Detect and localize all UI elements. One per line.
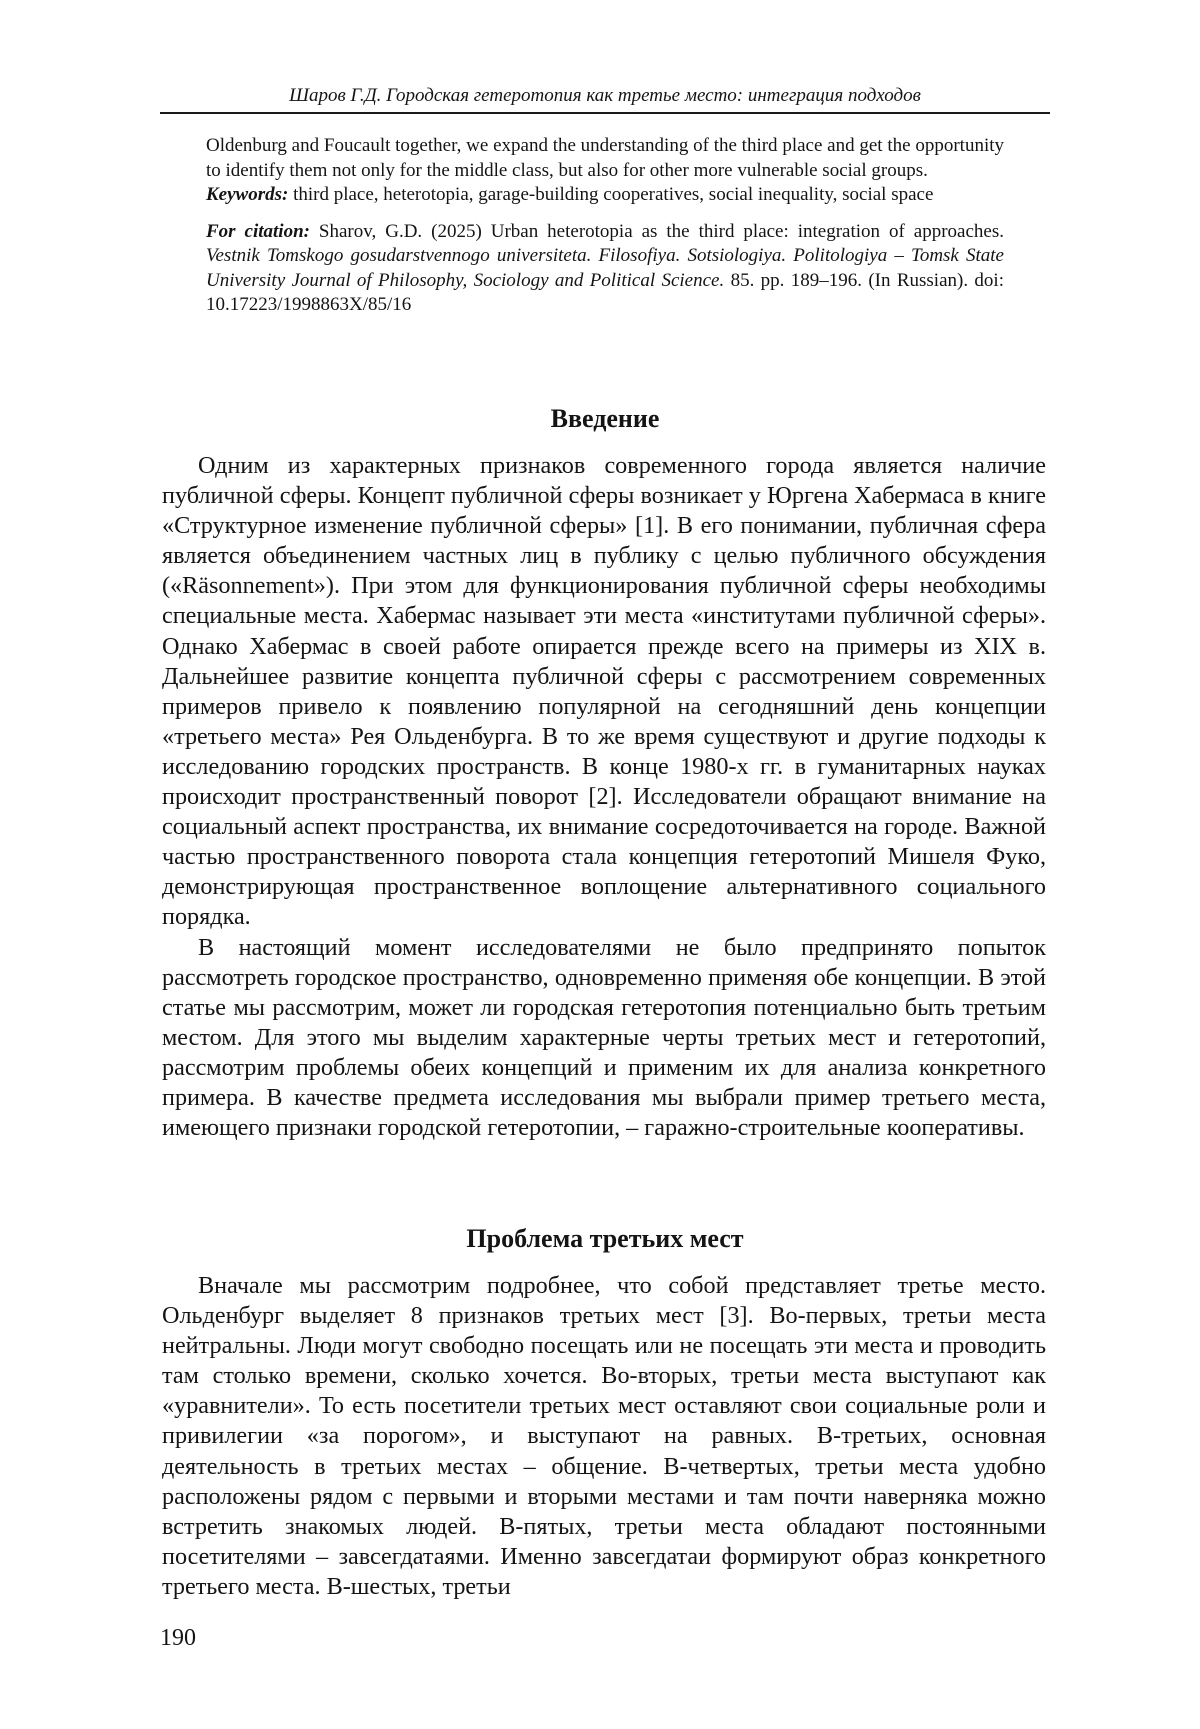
problem-text — [162, 1271, 1046, 1602]
keywords-label: Keywords: — [206, 184, 289, 205]
intro-paragraph-1: Одним из характерных признаков современного города является наличие публичной сферы. Концепт публичной сферы возникает у Юргена Хабермаса в книге «Структурное изменение публичной сферы» [1]. В его понимании, публичная сфера является объединением частных лиц в публику с целью публичного обсуждения («Räsonnement»). При этом для функционирования публичной сферы необходимы специальные места. Хабермас называет эти места «институтами публичной сферы». Однако Хабермас в своей работе опирается прежде всего на примеры из XIX в. Дальнейшее развитие концепта публичной сферы с рассмотрением современных примеров привело к появлению популярной на сегодняшний день концепции «третьего места» Рея Ольденбурга. В то же время существуют и другие подходы к исследованию городских пространств. В конце 1980-х гг. в гуманитарных науках происходит пространственный поворот [2]. Исследователи обращают внимание на социальный аспект пространства, их внимание сосредоточивается на городе. Важной частью пространственного поворота стала концепция гетеротопий Мишеля Фуко, демонстрирующая пространственное воплощение альтернативного социального порядка. — [162, 452, 1046, 931]
section-heading-problem: Проблема третьих мест — [466, 1224, 744, 1253]
running-header: Шаров Г.Д. Городская гетеротопия как третье место: интеграция подходов — [289, 85, 921, 106]
keywords — [206, 183, 1004, 208]
section-heading-intro: Введение — [550, 404, 660, 433]
intro-text — [162, 451, 1046, 1143]
page-number: 190 — [160, 1625, 196, 1651]
citation — [206, 220, 1004, 318]
problem-paragraph-1: Вначале мы рассмотрим подробнее, что собой представляет третье место. Ольденбург выделяет 8 признаков третьих мест [3]. Во-первых, третьи места нейтральны. Люди могут свободно посещать или не посещать эти места и проводить там столько времени, сколько хочется. Во-вторых, третьи места выступают как «уравнители». То есть посетители третьих мест оставляют свои социальные роли и привилегии «за порогом», и выступают на равных. В-третьих, основная деятельность в третьих местах – общение. В-четвертых, третьи места удобно расположены рядом с первыми и вторыми местами и там почти наверняка можно встретить знакомых людей. В-пятых, третьи места обладают постоянными посетителями – завсегдатаями. Именно завсегдатаи формируют образ конкретного третьего места. В-шестых, третьи — [162, 1272, 1046, 1600]
header-rule — [160, 112, 1050, 114]
abstract-block — [206, 134, 1004, 318]
citation-journal: Vestnik Tomskogo gosudarstvennogo universiteta. Filosofiya. Sotsiologiya. Politologiya – Tomsk State University Journal of Philosophy, Sociology and Political Science. — [206, 245, 1004, 291]
abstract-text: Oldenburg and Foucault together, we expand the understanding of the third place and get the opportunity to identify them not only for the middle class, but also for other more vulnerable social groups. — [206, 135, 1004, 181]
citation-text-after: 85. pp. 189–196. (In Russian). doi: 10.17223/1998863X/85/16 — [206, 269, 1004, 315]
keywords-text: third place, heterotopia, garage-building cooperatives, social inequality, social space — [288, 184, 934, 205]
intro-paragraph-2: В настоящий момент исследователями не было предпринято попыток рассмотреть городское пространство, одновременно применяя обе концепции. В этой статье мы рассмотрим, может ли городская гетеротопия потенциально быть третьим местом. Для этого мы выделим характерные черты третьих мест и гетеротопий, рассмотрим проблемы обеих концепций и применим их для анализа конкретного примера. В качестве предмета исследования мы выбрали пример третьего места, имеющего признаки городской гетеротопии, – гаражно-строительные кооперативы. — [162, 933, 1046, 1142]
citation-label: For citation: — [206, 220, 310, 242]
citation-text-before: Sharov, G.D. (2025) Urban heterotopia as the third place: integration of approaches. — [309, 220, 1004, 242]
